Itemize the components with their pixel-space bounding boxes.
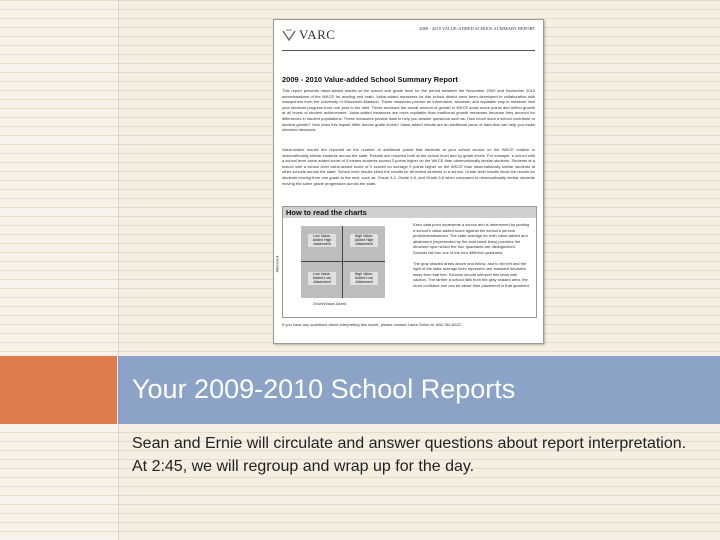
title-band xyxy=(118,356,720,424)
body-line-2: At 2:45, we will regroup and wrap up for the day. xyxy=(132,458,475,475)
report-header-title: 2009 - 2010 VALUE-ADDED SCHOOL SUMMARY REPORT xyxy=(419,26,535,31)
header-rule xyxy=(282,50,535,51)
quadrant-top-right: High Value-Added High Attainment xyxy=(350,234,378,247)
x-axis-label: Growth/Value-Added xyxy=(313,302,347,306)
how-to-read-para-2: The gray shaded areas above and below, and to the left and the right of the state average lines represent one standard deviation away from that line. Schools should interpret this chart with caution. The farther a school falls from the gray shaded area, the more confident one can be about their placement in that quadrant. xyxy=(413,260,530,288)
how-to-read-para-1: Each data point represents a school and is determined by plotting a school's value-added score against the school's percent proficient/advanced. The state average for both value-added and attainment (represented by the bold black lines) provides the structure upon which the four quadrants are distinguished. Schools fall into one of the four different quadrants. xyxy=(413,222,530,255)
quadrant-grid xyxy=(301,226,385,298)
report-footer: If you have any questions about interpreting this report, please contact Laura Shinn at: 608-780-6022. xyxy=(282,322,462,327)
how-to-read-heading: How to read the charts xyxy=(283,207,536,218)
report-title: 2009 - 2010 Value-added School Summary Report xyxy=(282,75,458,84)
quadrant-bottom-right: High Value-Added Low Attainment xyxy=(350,272,378,285)
slide-body xyxy=(132,434,692,480)
how-to-read-text xyxy=(413,222,531,294)
y-axis-label: Attainment xyxy=(275,255,280,273)
slide-title: Your 2009-2010 School Reports xyxy=(132,374,516,404)
accent-block xyxy=(0,356,117,424)
report-paragraph-2: Value-added results are reported as the number of additional points that students at your school scored on the WKCE relative to observationally similar students across the state. Results are reported both at the school level and by grade levels. For example, a school with a school level value-added score of 3 means students scored 3 points higher on the WKCE than observationally similar students. Students at a school with a school level value-added score of 0 scored on average 0 points higher on the WKCE than observationally similar students at other schools across the state. School level results show the results for all tested students in a school. Grade level results show the results for students moving from one grade to the next, such as: Grade 3-4, Grade 4-5, and Grade 5-6 when compared to observationally similar students moving the same grade progression across the state. xyxy=(282,147,535,186)
quadrant-bottom-left: Low Value-Added Low Attainment xyxy=(308,272,336,285)
report-header xyxy=(282,24,535,48)
body-line-1: Sean and Ernie will circulate and answer questions about report interpretation. xyxy=(132,435,687,452)
quadrant-top-left: Low Value-Added High Attainment xyxy=(308,234,336,247)
varc-logo-icon xyxy=(282,28,296,42)
report-paragraph-1: This report presents value-added results at the school and grade level for the period between the November 2009 and November 2010 administrations of the WKCE for reading and math. Value-added measures for this school district have been developed in collaboration with researchers from the University of Wisconsin-Madison. These measures provide an informative, accurate, and equitable way to measure how your students progress from one year to the next. These measure the actual amount of growth in WKCE scale score points and reflect growth at all levels of student achievement. Value-added measures are more equitable than traditional growth measures because they account for differences in student populations. These measures provide data to help you answer questions such as: How much does a school contribute to student growth? How does this impact differ across grade levels? Value-added results are an additional piece of data that can help you make informed decisions. xyxy=(282,88,535,133)
left-stripe xyxy=(0,0,119,540)
varc-logo xyxy=(282,27,335,43)
quadrant-chart xyxy=(275,222,405,312)
report-thumbnail xyxy=(273,19,544,344)
logo-text: VARC xyxy=(299,27,336,42)
how-to-read-box xyxy=(275,206,537,318)
